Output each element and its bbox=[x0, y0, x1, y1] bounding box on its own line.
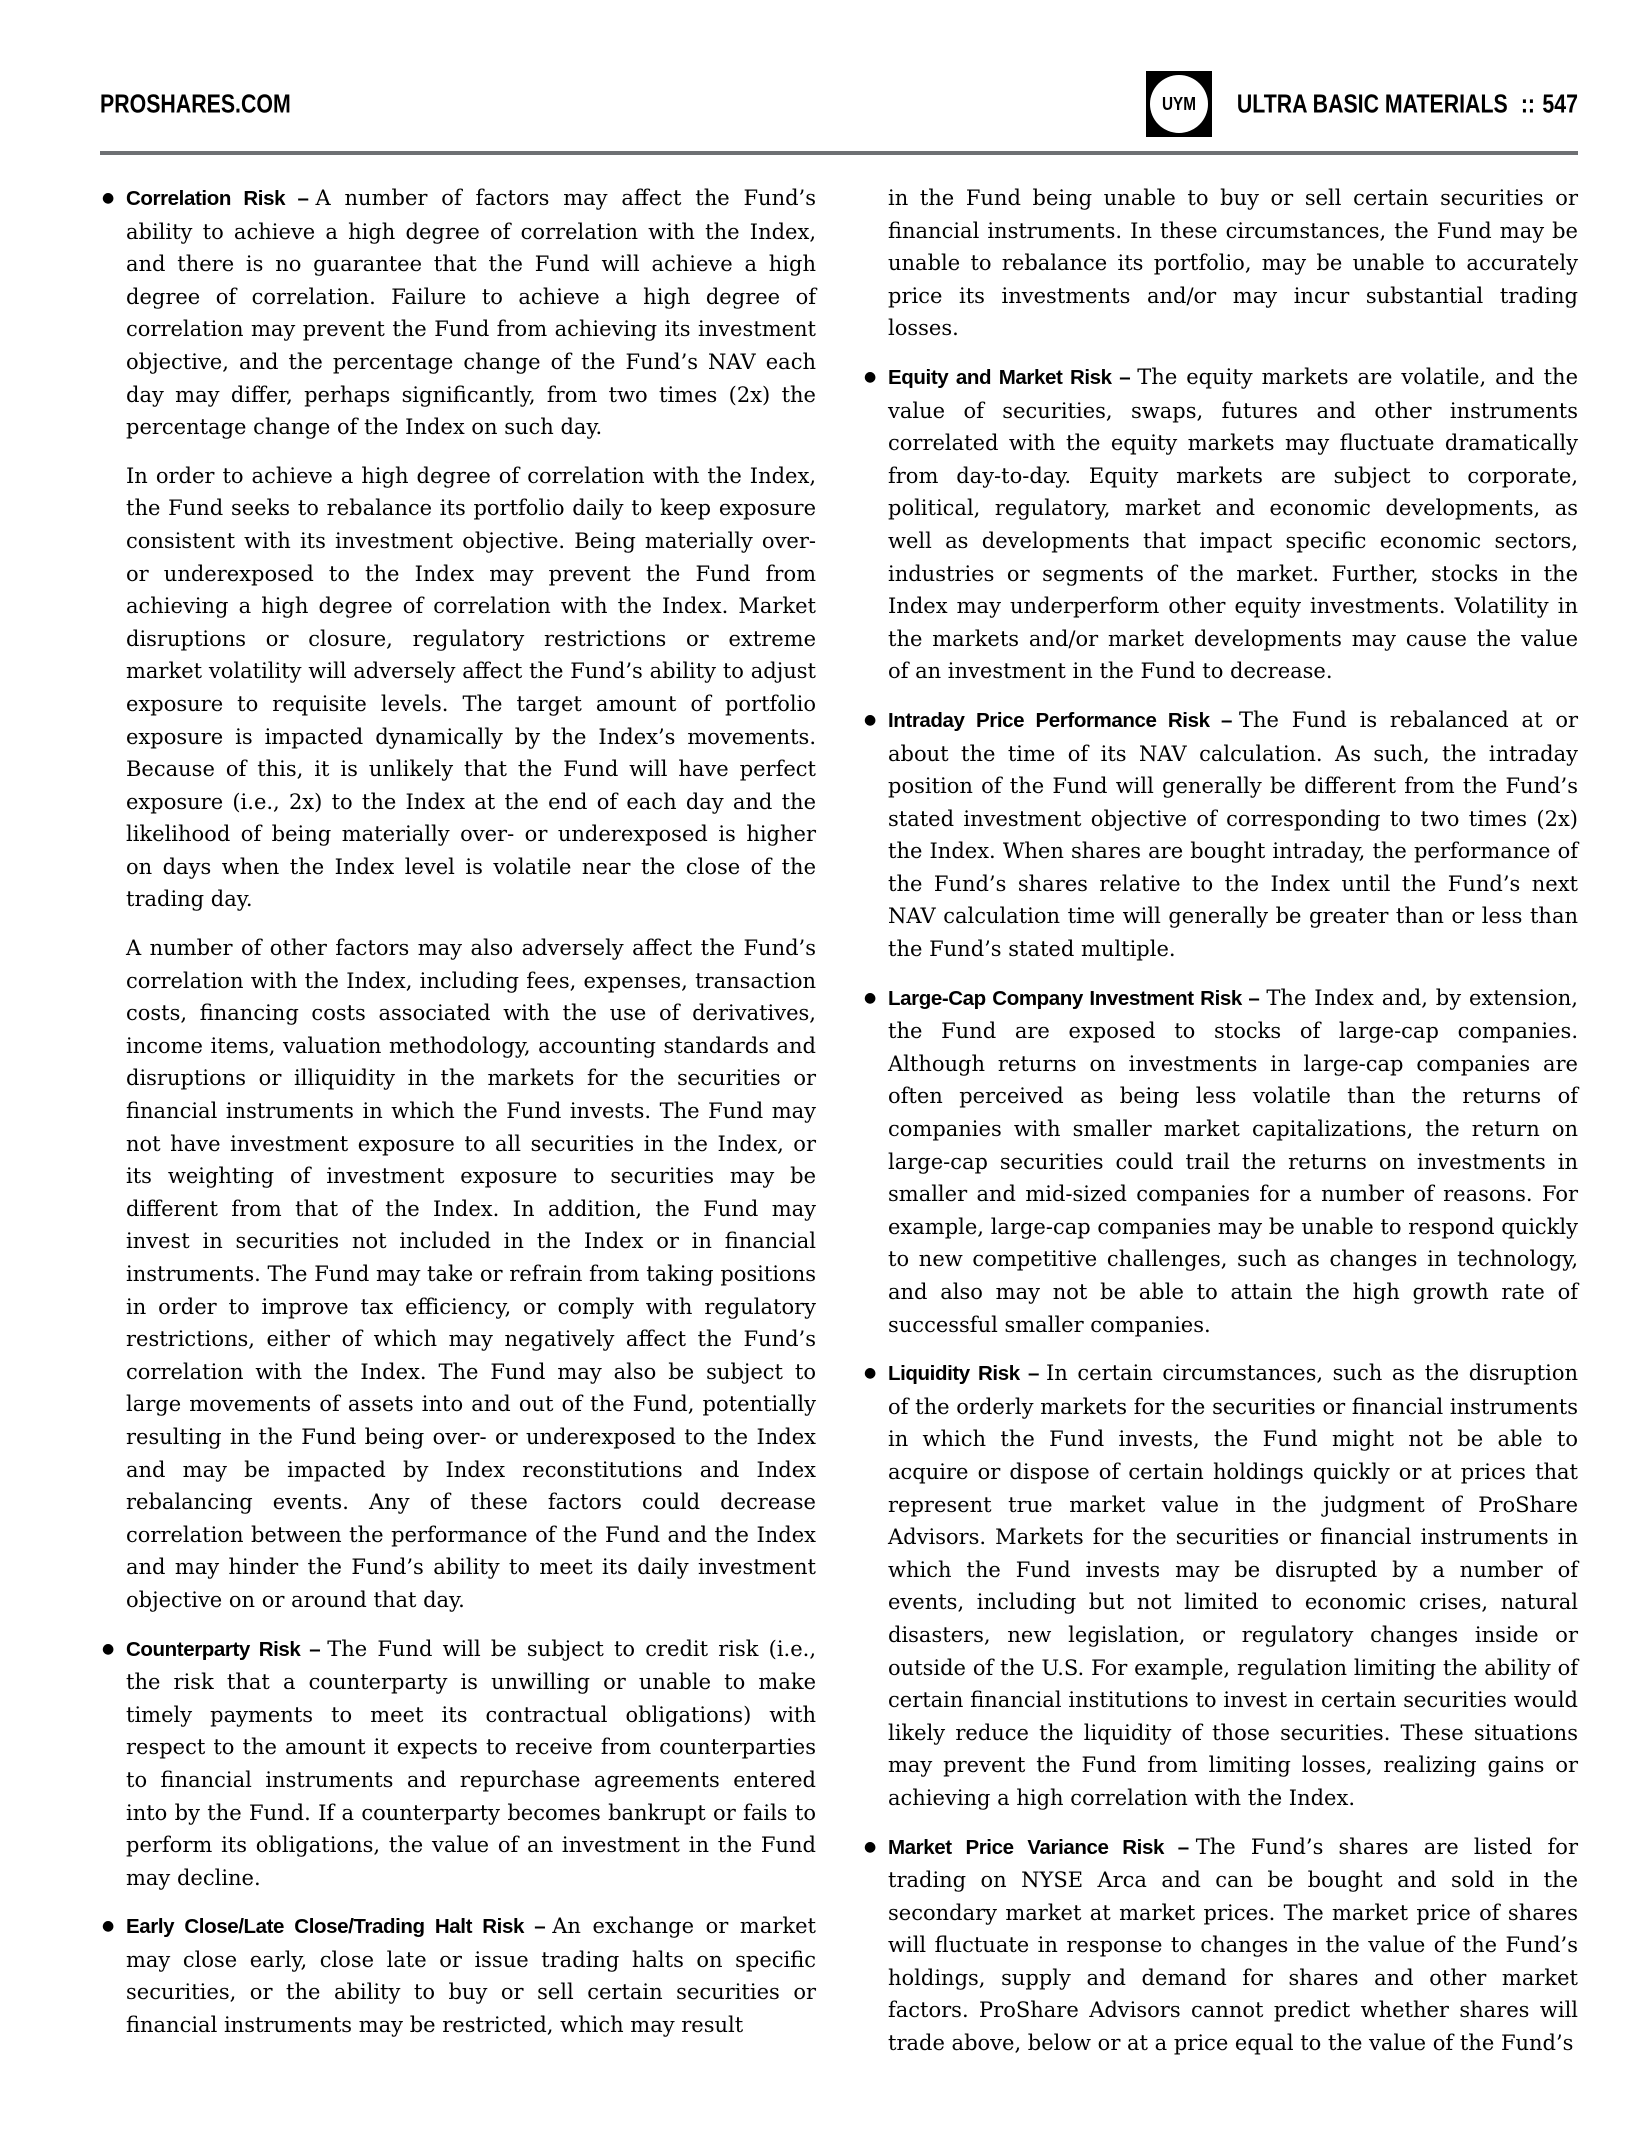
risk-heading: Correlation Risk – bbox=[126, 187, 309, 210]
left-column bbox=[100, 182, 816, 2060]
risk-text: A number of factors may affect the Fund’s ability to achieve a high degree of correlation with the Index, and there is no guarantee that the Fund will achieve a high degree of correlation. Failure to achieve a high degree of correlation may prevent the Fund from achieving its investment objective, and the percentage change of the Fund’s NAV each day may differ, perhaps significantly, from two times (2x) the percentage change of the Index on such day. bbox=[126, 186, 816, 440]
bullet-icon: ● bbox=[102, 1640, 115, 1657]
risk-item-large-cap bbox=[862, 982, 1578, 1342]
para-early-close-continuation bbox=[862, 182, 1578, 345]
page-number: 547 bbox=[1542, 88, 1578, 119]
risk-text: The Fund is rebalanced at or about the time of its NAV calculation. As such, the intraday position of the Fund will generally be different from the Fund’s stated investment objective of corresponding to two times (2x) the Index. When shares are bought intraday, the performance of the Fund’s shares relative to the Index until the Fund’s next NAV calculation time will generally be greater than or less than the Fund’s stated multiple. bbox=[888, 707, 1578, 962]
risk-item-liquidity bbox=[862, 1357, 1578, 1814]
para-correlation-rebalance bbox=[100, 460, 816, 916]
bullet-icon: ● bbox=[864, 1365, 877, 1382]
risk-heading: Market Price Variance Risk – bbox=[888, 1835, 1189, 1859]
bullet-icon: ● bbox=[102, 1918, 115, 1935]
fund-ticker-badge bbox=[1146, 71, 1212, 137]
paragraph-text: A number of other factors may also adversely affect the Fund’s correlation with the Index, including fees, expenses, transaction costs, financing costs associated with the use of derivatives, income items, valuation methodology, accounting standards and disruptions or illiquidity in the markets for the securities or financial instruments in which the Fund invests. The Fund may not have investment exposure to all securities in the Index, or its weighting of investment exposure to securities may be different from that of the Index. In addition, the Fund may invest in securities not included in the Index or in financial instruments. The Fund may take or refrain from taking positions in order to improve tax efficiency, or comply with regulatory restrictions, either of which may negatively affect the Fund’s correlation with the Index. The Fund may also be subject to large movements of assets into and out of the Fund, potentially resulting in the Fund being over- or underexposed to the Index and may be impacted by Index reconstitutions and Index rebalancing events. Any of these factors could decrease correlation between the performance of the Fund and the Index and may hinder the Fund’s ability to meet its daily investment objective on or around that day. bbox=[126, 936, 816, 1612]
risk-heading: Liquidity Risk – bbox=[888, 1362, 1039, 1386]
para-correlation-other-factors bbox=[100, 932, 816, 1616]
risk-disclosures bbox=[100, 182, 1578, 2060]
risk-item-early-close bbox=[100, 1910, 816, 2041]
risk-heading: Counterparty Risk – bbox=[126, 1637, 321, 1661]
risk-text: The equity markets are volatile, and the value of securities, swaps, futures and other instruments correlated with the equity markets may fluctuate dramatically from day-to-day. Equity markets are subject to corporate, political, regulatory, market and economic developments, as well as developments that impact specific economic sectors, industries or segments of the market. Further, stocks in the Index may underperform other equity investments. Volatility in the markets and/or market developments may cause the value of an investment in the Fund to decrease. bbox=[888, 364, 1578, 684]
risk-item-equity-market bbox=[862, 361, 1578, 688]
risk-text: The Fund’s shares are listed for trading on NYSE Arca and can be bought and sold in the secondary market at market prices. The market price of shares will fluctuate in response to changes in the value of the Fund’s holdings, supply and demand for shares and other market factors. ProShare Advisors cannot predict whether shares will trade above, below or at a price equal to the value of the Fund’s bbox=[888, 1834, 1578, 2056]
risk-text: In certain circumstances, such as the disruption of the orderly markets for the securities or financial instruments in which the Fund invests, the Fund might not be able to acquire or dispose of certain holdings quickly or at prices that represent true market value in the judgment of ProShare Advisors. Markets for the securities or financial instruments in which the Fund invests may be disrupted by a number of events, including but not limited to economic crises, natural disasters, new legislation, or regulatory changes inside or outside of the U.S. For example, regulation limiting the ability of certain financial institutions to invest in certain securities would likely reduce the liquidity of those securities. These situations may prevent the Fund from limiting losses, realizing gains or achieving a high correlation with the Index. bbox=[888, 1361, 1578, 1810]
risk-item-counterparty bbox=[100, 1633, 816, 1895]
header-rule bbox=[100, 151, 1578, 155]
bullet-icon: ● bbox=[864, 368, 877, 385]
bullet-icon: ● bbox=[102, 190, 115, 206]
risk-text: The Fund will be subject to credit risk (i.e., the risk that a counterparty is unwilling or unable to make timely payments to meet its contractual obligations) with respect to the amount it expects to receive from counterparties to financial instruments and repurchase agreements entered into by the Fund. If a counterparty becomes bankrupt or fails to perform its obligations, the value of an investment in the Fund may decline. bbox=[126, 1636, 816, 1890]
risk-item-correlation bbox=[100, 182, 816, 444]
fund-name: ULTRA BASIC MATERIALS bbox=[1236, 88, 1508, 119]
paragraph-text: In order to achieve a high degree of correlation with the Index, the Fund seeks to rebalance its portfolio daily to keep exposure consistent with its investment objective. Being materially over- or underexposed to the Index may prevent the Fund from achieving a high degree of correlation with the Index. Market disruptions or closure, regulatory restrictions or extreme market volatility will adversely affect the Fund’s ability to adjust exposure to requisite levels. The target amount of portfolio exposure is impacted dynamically by the Index’s movements. Because of this, it is unlikely that the Fund will have perfect exposure (i.e., 2x) to the Index at the end of each day and the likelihood of being materially over- or underexposed is higher on days when the Index level is volatile near the close of the trading day. bbox=[126, 463, 816, 912]
risk-heading: Equity and Market Risk – bbox=[888, 365, 1131, 389]
bullet-icon: ● bbox=[864, 711, 877, 728]
risk-item-market-price-variance bbox=[862, 1831, 1578, 2060]
fund-title bbox=[1237, 89, 1578, 120]
paragraph-text: in the Fund being unable to buy or sell certain securities or financial instruments. In these circumstances, the Fund may be unable to rebalance its portfolio, may be unable to accurately price its investments and/or may incur substantial trading losses. bbox=[888, 186, 1578, 341]
risk-text: The Index and, by extension, the Fund are exposed to stocks of large-cap companies. Although returns on investments in large-cap companies are often perceived as being less volatile than the returns of companies with smaller market capitalizations, the return on large-cap securities could trail the returns on investments in smaller and mid-sized companies for a number of reasons. For example, large-cap companies may be unable to respond quickly to new competitive challenges, such as changes in technology, and also may not be able to attain the high growth rate of successful smaller companies. bbox=[888, 985, 1578, 1337]
risk-text: An exchange or market may close early, close late or issue trading halts on specific securities, or the ability to buy or sell certain securities or financial instruments may be restricted, which may result bbox=[126, 1914, 816, 2038]
bullet-icon: ● bbox=[864, 989, 877, 1006]
ticker-circle-icon bbox=[1150, 75, 1208, 133]
risk-heading: Large-Cap Company Investment Risk – bbox=[888, 986, 1260, 1010]
title-separator: :: bbox=[1520, 88, 1536, 119]
page-header bbox=[100, 70, 1578, 138]
bullet-icon: ● bbox=[864, 1838, 877, 1855]
risk-heading: Early Close/Late Close/Trading Halt Risk – bbox=[126, 1915, 546, 1939]
right-column bbox=[862, 182, 1578, 2060]
risk-item-intraday-price bbox=[862, 704, 1578, 966]
ticker-label: UYM bbox=[1162, 93, 1196, 114]
risk-heading: Intraday Price Performance Risk – bbox=[888, 708, 1233, 732]
site-url: PROSHARES.COM bbox=[100, 88, 291, 119]
